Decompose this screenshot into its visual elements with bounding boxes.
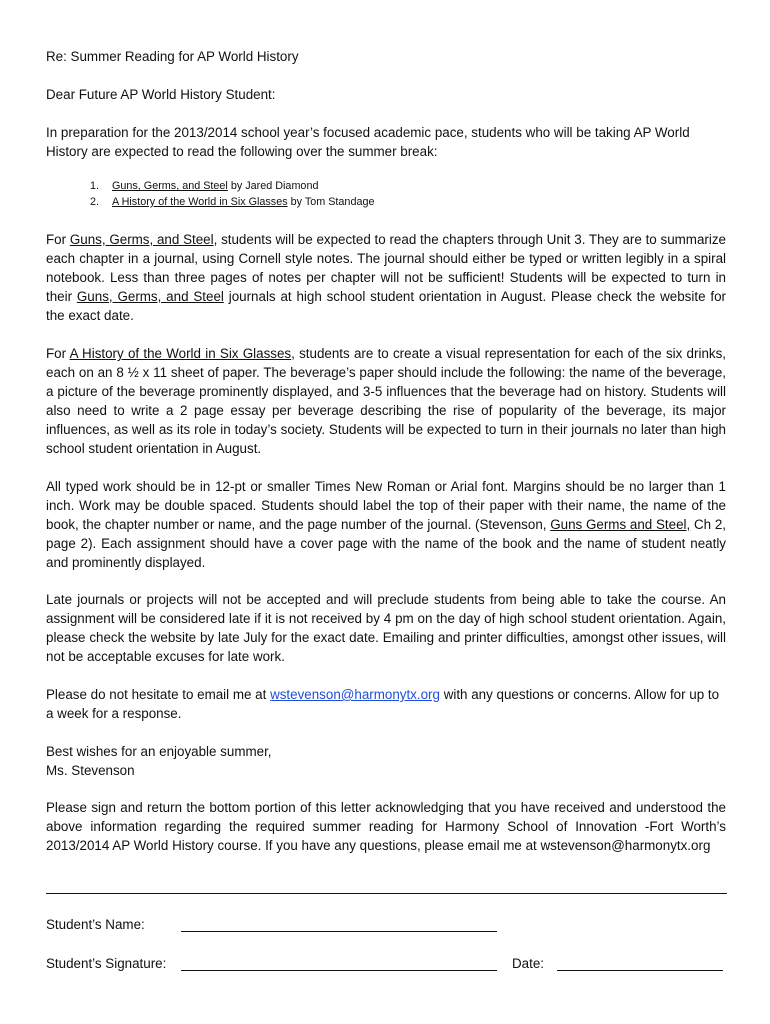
student-signature-field[interactable]	[181, 970, 497, 971]
text-run: All typed work should be in 12-pt or smaller Times New Roman or Arial font. Margins should be no larger than 1 inch. Work may be double spaced. Students should label the top of their paper with their name, the name of the book, the chapter number or name, and the page number of the journal. (Stevenson,	[46, 479, 726, 532]
list-item	[90, 194, 490, 210]
text-run: Ch 2, page 2). Each assignment should have a cover page with the name of the book and the name of student neatly and prominently displayed.	[46, 517, 726, 570]
book-title: A History of the World in Six Glasses	[69, 346, 292, 361]
book-title: Guns, Germs, and Steel	[69, 232, 214, 247]
closing: Best wishes for an enjoyable summer,	[46, 744, 272, 759]
contact-paragraph	[46, 685, 726, 723]
student-name-label: Student’s Name:	[46, 917, 145, 932]
list-item	[90, 178, 490, 194]
book-author: by Tom Standage	[287, 196, 375, 208]
text-run: with any questions or concerns. Allow for up to a week for a response.	[46, 687, 720, 721]
text-run: For	[46, 232, 70, 247]
re-line: Re: Summer Reading for AP World History	[46, 49, 299, 64]
late-work-paragraph: Late journals or projects will not be accepted and will preclude students from being able to take the course. An assignment will be considered late if it is not received by 4 pm on the day of high school student orientation. Again, please check the website by late July for the exact date. Emailing and printer difficulties, amongst other issues, will not be acceptable excuses for late work.	[46, 592, 726, 664]
student-name-field[interactable]	[181, 931, 497, 932]
guns-germs-paragraph	[46, 230, 726, 325]
text-run: , students will be expected to read the chapters through Unit 3. They are to summarize each chapter in a journal, using Cornell style notes. The journal should either be typed or written legibly in a spiral notebook. Less than three pages of notes per chapter will not be sufficient! Students will be expected to turn in their	[46, 232, 726, 304]
intro-paragraph: In preparation for the 2013/2014 school year’s focused academic pace, students who will be taking AP World History are expected to read the following over the summer break:	[46, 125, 690, 159]
email-link[interactable]: wstevenson@harmonytx.org	[270, 687, 440, 702]
text-run: , students are to create a visual representation for each of the six drinks, each on an 8 ½ x 11 sheet of paper. The beverage’s paper should include the following: the name of the beverage, a picture of the beverage prominently displayed, and 3-5 influences that the beverage had on history. Students will also need to write a 2 page essay per beverage describing the rise of popularity of the beverage, its major influences, as well as its role in today’s society. Students will be expected to turn in their journals no later than high school student orientation in August.	[46, 346, 726, 456]
book-title: Guns, Germs, and Steel	[112, 180, 228, 192]
salutation: Dear Future AP World History Student:	[46, 87, 276, 102]
six-glasses-paragraph	[46, 344, 726, 458]
book-title: A History of the World in Six Glasses	[112, 196, 288, 208]
divider	[46, 893, 727, 894]
list-number: 2.	[90, 196, 100, 208]
book-title: Guns Germs and Steel,	[550, 517, 691, 532]
sign-return-paragraph: Please sign and return the bottom portion of this letter acknowledging that you have received and understood the above information regarding the required summer reading for Harmony School of Innovation -Fort Worth’s 2013/2014 AP World History course. If you have any questions, please email me at wstevenson@harmonytx.org	[46, 800, 726, 853]
book-title: Guns, Germs, and Steel	[76, 289, 224, 304]
book-author: by Jared Diamond	[227, 180, 319, 192]
text-run: Please do not hesitate to email me at	[46, 687, 271, 702]
reading-list	[90, 178, 490, 210]
text-run: journals at high school student orientation in August. Please check the website for the exact date.	[46, 289, 726, 323]
date-field[interactable]	[557, 970, 723, 971]
list-number: 1.	[90, 180, 100, 192]
signature-name: Ms. Stevenson	[46, 763, 135, 778]
date-label: Date:	[512, 956, 545, 971]
format-paragraph	[46, 477, 726, 572]
student-signature-label: Student’s Signature:	[46, 956, 167, 971]
text-run: For	[46, 346, 70, 361]
